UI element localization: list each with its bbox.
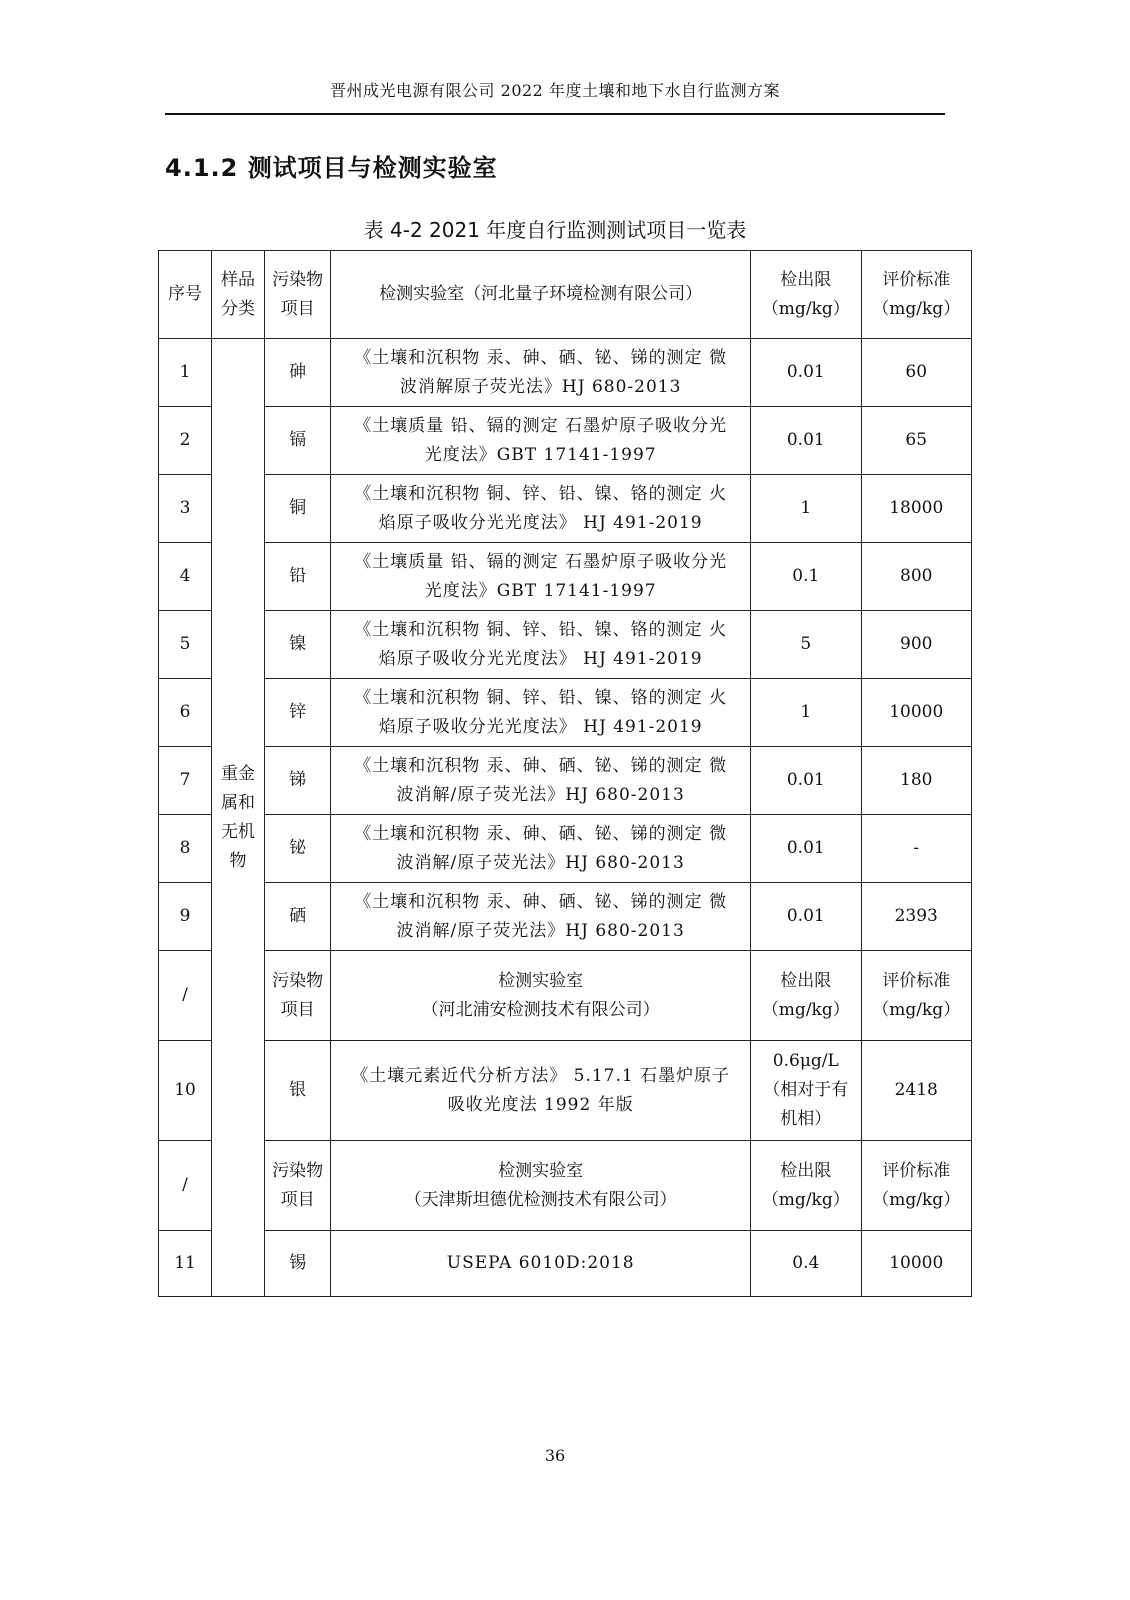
row-limit: 0.6μg/L（相对于有机相） (751, 1041, 861, 1141)
row-method: 《土壤质量 铅、镉的测定 石墨炉原子吸收分光光度法》GBT 17141-1997 (331, 407, 751, 475)
row-standard: 2393 (861, 883, 972, 951)
table-row (159, 1231, 972, 1297)
row-standard: 800 (861, 543, 972, 611)
row-standard: 18000 (861, 475, 972, 543)
row-pollutant: 砷 (265, 339, 331, 407)
row-method: USEPA 6010D:2018 (331, 1231, 751, 1297)
row-standard: 180 (861, 747, 972, 815)
row-standard: 65 (861, 407, 972, 475)
header-standard: 评价标准（mg/kg） (861, 251, 972, 339)
header-pollutant: 污染物项目 (265, 951, 331, 1041)
row-limit: 0.01 (751, 883, 861, 951)
table-row (159, 747, 972, 815)
row-limit: 1 (751, 475, 861, 543)
table-row (159, 883, 972, 951)
row-pollutant: 锡 (265, 1231, 331, 1297)
header-lab (331, 951, 751, 1041)
row-pollutant: 镉 (265, 407, 331, 475)
sample-category: 重金属和无机物 (212, 339, 265, 1297)
lab-label: 检测实验室 (498, 970, 584, 991)
row-method: 《土壤和沉积物 铜、锌、铅、镍、铬的测定 火焰原子吸收分光光度法》 HJ 491-2019 (331, 611, 751, 679)
row-limit: 5 (751, 611, 861, 679)
header-standard: 评价标准（mg/kg） (861, 951, 972, 1041)
row-method: 《土壤和沉积物 汞、砷、硒、铋、锑的测定 微波消解/原子荧光法》HJ 680-2013 (331, 883, 751, 951)
row-pollutant: 镍 (265, 611, 331, 679)
table-row (159, 815, 972, 883)
header-lab: 检测实验室（河北量子环境检测有限公司） (331, 251, 751, 339)
lab-name: （河北浦安检测技术有限公司） (421, 999, 660, 1020)
row-seq: 1 (159, 339, 212, 407)
header-sample: 样品分类 (212, 251, 265, 339)
table-row (159, 407, 972, 475)
row-limit: 0.01 (751, 407, 861, 475)
header-pollutant: 污染物项目 (265, 251, 331, 339)
row-seq: 5 (159, 611, 212, 679)
header-limit: 检出限（mg/kg） (751, 251, 861, 339)
row-pollutant: 硒 (265, 883, 331, 951)
row-pollutant: 铜 (265, 475, 331, 543)
row-standard: 2418 (861, 1041, 972, 1141)
page-number: 36 (544, 1446, 566, 1465)
row-limit: 0.01 (751, 815, 861, 883)
row-method: 《土壤和沉积物 铜、锌、铅、镍、铬的测定 火焰原子吸收分光光度法》 HJ 491-2019 (331, 679, 751, 747)
row-method: 《土壤和沉积物 铜、锌、铅、镍、铬的测定 火焰原子吸收分光光度法》 HJ 491-2019 (331, 475, 751, 543)
header-limit: 检出限（mg/kg） (751, 1141, 861, 1231)
row-pollutant: 铋 (265, 815, 331, 883)
row-pollutant: 锌 (265, 679, 331, 747)
row-seq: 6 (159, 679, 212, 747)
lab-header-row (159, 951, 972, 1041)
row-standard: 10000 (861, 679, 972, 747)
header-pollutant: 污染物项目 (265, 1141, 331, 1231)
header-rule (165, 113, 945, 115)
row-seq: 2 (159, 407, 212, 475)
lab-label: 检测实验室 (498, 1160, 584, 1181)
row-pollutant: 铅 (265, 543, 331, 611)
row-seq: 8 (159, 815, 212, 883)
header-limit: 检出限（mg/kg） (751, 951, 861, 1041)
row-limit: 0.01 (751, 339, 861, 407)
header-lab (331, 1141, 751, 1231)
table-row (159, 339, 972, 407)
row-seq: 9 (159, 883, 212, 951)
row-method: 《土壤元素近代分析方法》 5.17.1 石墨炉原子吸收光度法 1992 年版 (331, 1041, 751, 1141)
row-limit: 0.1 (751, 543, 861, 611)
row-pollutant: 银 (265, 1041, 331, 1141)
row-limit: 0.4 (751, 1231, 861, 1297)
row-method: 《土壤和沉积物 汞、砷、硒、铋、锑的测定 微波消解原子荧光法》HJ 680-2013 (331, 339, 751, 407)
row-method: 《土壤质量 铅、镉的测定 石墨炉原子吸收分光光度法》GBT 17141-1997 (331, 543, 751, 611)
row-pollutant: 锑 (265, 747, 331, 815)
row-seq: 11 (159, 1231, 212, 1297)
table-header-row (159, 251, 972, 339)
row-seq: 3 (159, 475, 212, 543)
header-seq: 序号 (159, 251, 212, 339)
row-method: 《土壤和沉积物 汞、砷、硒、铋、锑的测定 微波消解/原子荧光法》HJ 680-2013 (331, 747, 751, 815)
section-title: 4.1.2 测试项目与检测实验室 (165, 154, 498, 182)
row-standard: - (861, 815, 972, 883)
header-seq: / (159, 1141, 212, 1231)
header-seq: / (159, 951, 212, 1041)
row-standard: 900 (861, 611, 972, 679)
table-row (159, 475, 972, 543)
table-row (159, 543, 972, 611)
lab-header-row (159, 1141, 972, 1231)
row-limit: 0.01 (751, 747, 861, 815)
row-limit: 1 (751, 679, 861, 747)
table-row (159, 679, 972, 747)
row-standard: 60 (861, 339, 972, 407)
row-seq: 7 (159, 747, 212, 815)
row-seq: 10 (159, 1041, 212, 1141)
row-method: 《土壤和沉积物 汞、砷、硒、铋、锑的测定 微波消解/原子荧光法》HJ 680-2013 (331, 815, 751, 883)
row-standard: 10000 (861, 1231, 972, 1297)
table-row (159, 611, 972, 679)
page-header: 晋州成光电源有限公司 2022 年度土壤和地下水自行监测方案 (330, 81, 780, 100)
table-caption: 表 4-2 2021 年度自行监测测试项目一览表 (363, 218, 747, 242)
header-standard: 评价标准（mg/kg） (861, 1141, 972, 1231)
table-row (159, 1041, 972, 1141)
row-seq: 4 (159, 543, 212, 611)
lab-name: （天津斯坦德优检测技术有限公司） (404, 1189, 677, 1210)
monitoring-items-table (158, 250, 972, 1297)
